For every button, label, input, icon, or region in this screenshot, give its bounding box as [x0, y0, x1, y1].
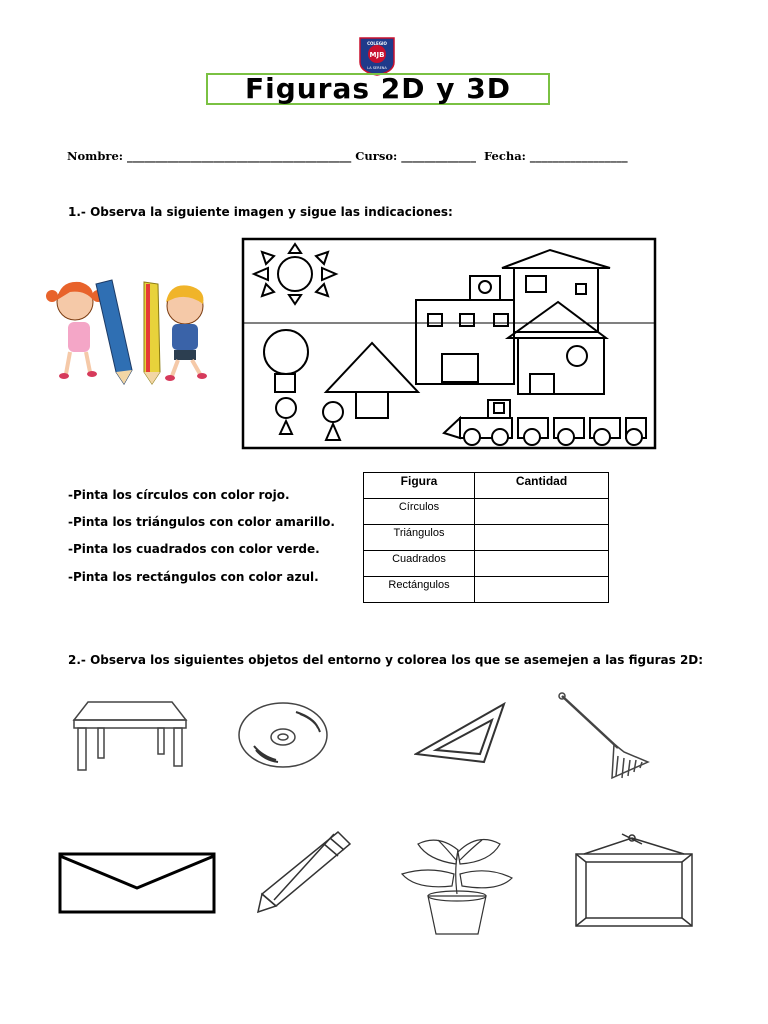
window-square	[460, 314, 474, 326]
count-cell[interactable]	[475, 551, 609, 577]
table-row	[364, 577, 609, 603]
picture-frame-drawing	[572, 832, 696, 928]
row-label: Círculos	[364, 499, 475, 525]
page-title: Figuras 2D y 3D	[244, 72, 511, 105]
potted-plant-drawing	[398, 830, 516, 936]
instruction-squares: -Pinta los cuadrados con color verde.	[68, 542, 320, 556]
wheel-circle	[558, 429, 574, 445]
wheel-circle	[492, 429, 508, 445]
window-square	[576, 284, 586, 294]
school-logo	[358, 36, 396, 76]
sun-ray	[316, 252, 328, 264]
sun-ray	[262, 284, 274, 296]
column-header-figura: Figura	[364, 473, 475, 499]
envelope-drawing	[58, 852, 216, 914]
instruction-circles: -Pinta los círculos con color rojo.	[68, 488, 290, 502]
sun-ray	[262, 252, 274, 264]
sun-ray	[289, 244, 301, 253]
broom-drawing	[556, 692, 652, 782]
small-triangle	[326, 424, 340, 440]
roof-triangle	[502, 250, 610, 268]
tree-triangle	[326, 343, 418, 392]
tree-trunk-square	[356, 392, 388, 418]
window-circle	[479, 281, 491, 293]
building-rectangle	[416, 300, 514, 384]
count-cell[interactable]	[475, 577, 609, 603]
cd-disc-drawing	[236, 700, 330, 770]
student-info-line: Nombre: _______________________________________ Curso: _____________ Fecha: _________________	[67, 149, 628, 163]
wheel-circle	[626, 429, 642, 445]
window-square	[428, 314, 442, 326]
table-row	[364, 525, 609, 551]
shape-count-table	[363, 472, 609, 603]
door-rectangle	[442, 354, 478, 382]
instruction-rectangles: -Pinta los rectángulos con color azul.	[68, 570, 319, 584]
small-circle	[323, 402, 343, 422]
train-window-square	[494, 403, 504, 413]
title-box	[206, 73, 550, 105]
table-header-row	[364, 473, 609, 499]
window-square	[494, 314, 508, 326]
table-row	[364, 551, 609, 577]
building-top-rectangle	[470, 276, 500, 300]
small-triangle	[280, 421, 292, 434]
count-cell[interactable]	[475, 525, 609, 551]
kids-with-pencils-illustration	[40, 272, 225, 392]
table-row	[364, 499, 609, 525]
train-triangle	[444, 418, 460, 438]
door-square	[530, 374, 554, 394]
instruction-triangles: -Pinta los triángulos con color amarillo.	[68, 515, 335, 529]
window-rectangle	[526, 276, 546, 292]
tree-trunk-square	[275, 374, 295, 392]
row-label: Rectángulos	[364, 577, 475, 603]
wheel-circle	[594, 429, 610, 445]
question-2: 2.- Observa los siguientes objetos del entorno y colorea los que se asemejen a las figuras 2D:	[68, 653, 704, 667]
column-header-cantidad: Cantidad	[475, 473, 609, 499]
window-circle	[567, 346, 587, 366]
logo-top-text: COLEGIO	[367, 41, 387, 46]
sun-ray	[289, 295, 301, 304]
sun-ray	[254, 268, 268, 280]
wheel-circle	[524, 429, 540, 445]
shapes-scene-image	[240, 236, 658, 451]
question-1: 1.- Observa la siguiente imagen y sigue las indicaciones:	[68, 205, 453, 219]
tree-circle	[264, 330, 308, 374]
table-drawing	[70, 698, 190, 772]
pencil-drawing	[254, 830, 354, 914]
set-square-drawing	[414, 702, 506, 764]
row-label: Cuadrados	[364, 551, 475, 577]
sun-ray	[316, 284, 328, 296]
row-label: Triángulos	[364, 525, 475, 551]
sun-ray	[322, 268, 336, 280]
sun-circle	[278, 257, 312, 291]
logo-bottom-text: LA SERENA	[367, 66, 387, 70]
count-cell[interactable]	[475, 499, 609, 525]
wheel-circle	[464, 429, 480, 445]
small-circle	[276, 398, 296, 418]
logo-monogram: MJB	[369, 51, 385, 59]
